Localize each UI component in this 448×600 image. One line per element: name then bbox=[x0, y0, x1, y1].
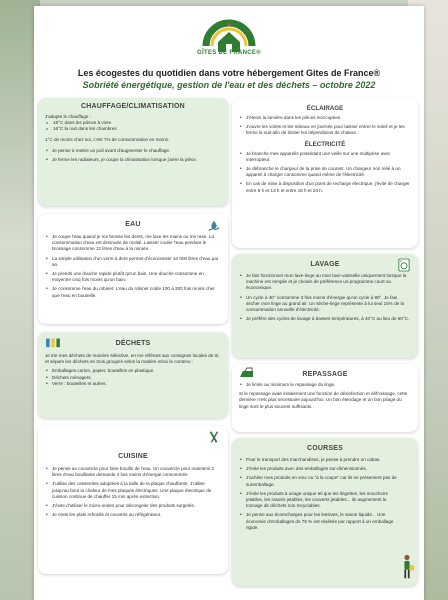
list-item: • Je pense à mettre un pull avant d'augmenter le chauffage. bbox=[45, 148, 221, 154]
bullet-list bbox=[45, 466, 221, 518]
list-item: • Je consomme l'eau du robinet. L'eau du robinet coûte 100 à 300 fois moins cher que l'eau en bouteille. bbox=[45, 286, 221, 298]
list-item: o 16°C la nuit dans les chambres bbox=[45, 126, 221, 132]
list-item: • Je pense au couvercle pour faire bouillir de l'eau. Un couvercle pour maintenir 2 litres d'eau bouillante demande 4 fois moins d'énergie consommée. bbox=[45, 466, 221, 478]
bullet-list bbox=[45, 368, 221, 387]
list-item: • Je préfère des cycles de lavage à basses températures, à 40°C au lieu de 60°C. bbox=[239, 316, 411, 322]
bullet-list bbox=[239, 457, 411, 531]
bins-icon bbox=[45, 336, 61, 348]
list-item: • Je débranche le chargeur de la prise de courant. Un chargeur non relié à un appareil à charger consomme quand même de l'électricité. bbox=[239, 166, 411, 178]
document-page bbox=[34, 6, 424, 600]
card-heading: CHAUFFAGE/CLIMATISATION bbox=[81, 103, 185, 110]
card-heading: EAU bbox=[125, 221, 141, 228]
iron-icon bbox=[239, 367, 255, 379]
sub-list bbox=[45, 120, 221, 132]
list-item: • J'achète mes produits en vrac ou "à la coupe" car ils ne présentent pas de suremballage. bbox=[239, 475, 397, 487]
list-item: • Je mets les plats refroidis et couverts au réfrigérateur. bbox=[45, 512, 221, 518]
list-item: • Un cycle à 40° consomme 3 fois moins d'énergie qu'un cycle à 90°. Je fais sécher mon linge au grand air. Un sèche-linge représente à lui seul 15% de la consommation annuelle d'électricité. bbox=[239, 295, 411, 314]
list-item: • J'évite les produits avec des emballages sur-dimensionnés. bbox=[239, 466, 397, 472]
card-courses bbox=[232, 438, 418, 586]
card-heading: LAVAGE bbox=[310, 261, 340, 268]
page-subtitle: Sobriété énergétique, gestion de l'eau et des déchets – octobre 2022 bbox=[82, 80, 376, 90]
card-eclairage-electricite bbox=[232, 98, 418, 248]
card-chauffage bbox=[38, 98, 228, 206]
card-text: Si le repassage avait initialement une fonction de désinfection et défroissage, cette dernière n'est plus nécessaire aujourd'hui. Un bon étendage et un bon pliage du linge sont le plus souvent suffisants. bbox=[239, 391, 408, 409]
card-heading: REPASSAGE bbox=[302, 371, 348, 378]
list-item: • Je pense aux écorecharges pour les lessives, le savon liquide... Une économie d'emballages de 75 % est réalisée par rapport à un emballage rigide. bbox=[239, 512, 397, 531]
card-text: Je trie mes déchets de manière sélective, en me référant aux consignes locales de tri, et sépare les déchets en trois groupes selon la matière et/ou le contenu : bbox=[45, 353, 220, 365]
card-heading: CUISINE bbox=[118, 453, 148, 460]
gites-de-france-logo bbox=[200, 12, 258, 70]
page-title: Les écogestes du quotidien dans votre hébergement Gites de France® bbox=[77, 68, 381, 78]
card-text: J'adapte le chauffage : bbox=[45, 114, 92, 119]
list-item: • Je coupe l'eau quand je me brosse les dents, me lave les mains ou me rase. La consommation d'eau est diminuée de moitié. Laisser couler l'eau pendant le brossage consomme 12 litres d'eau à la minute. bbox=[45, 234, 221, 253]
washing-machine-icon bbox=[398, 258, 410, 272]
list-item: • Je ferme les radiateurs, je coupe la climatisation lorsque j'aère la pièce. bbox=[45, 157, 221, 163]
list-item: • J'évite d'utiliser le micro-ondes pour décongeler des produits surgelés. bbox=[45, 503, 221, 509]
list-item: • En cas de mise à disposition d'un point de recharge électrique, j'évite de charger entre 8 h et 13 h et entre 18 h et 20 h. bbox=[239, 181, 411, 193]
bullet-list bbox=[45, 148, 221, 163]
list-item: • Pour le transport des marchandises, je pense à prendre un cabas. bbox=[239, 457, 397, 463]
list-item: • J'évite les produits à usage unique tel que les lingettes, les mouchoirs jetables, les rasoirs jetables, les couverts jetables... ils augmentent le tonnage de déchets non recyclables. bbox=[239, 491, 397, 510]
list-item: • Je prends une douche rapide plutôt qu'un bain. Une douche consomme en moyenne cinq fois moins qu'un bain. bbox=[45, 271, 221, 283]
shopping-person-icon bbox=[400, 554, 414, 580]
card-heading: DÉCHETS bbox=[115, 340, 151, 347]
logo-text: GÎTES DE FRANCE® bbox=[197, 50, 261, 56]
card-eau bbox=[38, 214, 228, 324]
card-dechets bbox=[38, 332, 228, 418]
card-lavage bbox=[232, 254, 418, 358]
card-heading-eclairage: ÉCLAIRAGE bbox=[306, 105, 344, 112]
card-heading: COURSES bbox=[306, 445, 344, 452]
card-text: 1°C de moins chez soi, c'est 7% de consommation en moins. bbox=[45, 136, 170, 142]
bullet-list bbox=[45, 234, 221, 299]
card-repassage bbox=[232, 364, 418, 432]
list-item: • Verre : bouteilles et autres. bbox=[45, 381, 221, 387]
bullet-list bbox=[239, 273, 411, 322]
list-item: • J'ouvre les volets et les rideaux en journée pour laisser entrer le soleil et je les ferme la nuit afin de limiter les déperditions de chaleur. bbox=[239, 124, 411, 136]
list-item: • J'éteins la lumière dans les pièces inoccupées. bbox=[239, 115, 411, 121]
water-hand-icon bbox=[207, 219, 221, 233]
card-cuisine bbox=[38, 426, 228, 574]
list-item: • Je branche mes appareils possédant une veille sur une multiprise avec interrupteur. bbox=[239, 151, 411, 163]
list-item: • Emballages carton, papier, bouteilles en plastique. bbox=[45, 368, 221, 374]
bullet-list bbox=[239, 151, 411, 194]
list-item: • J'utilise des casseroles adaptées à la taille de la plaque chauffante. J'utilise jusqu'au bout la chaleur de mes plaques électriques. Une plaque électrique de cuisson continue de chauffer 15 min après extinction. bbox=[45, 481, 221, 500]
list-item: • Déchets ménagers. bbox=[45, 375, 221, 381]
kitchen-utensils-icon bbox=[207, 430, 221, 444]
list-item: • Je limite au minimum le repassage du linge. bbox=[239, 382, 411, 388]
bullet-list bbox=[239, 115, 411, 137]
bullet-list bbox=[239, 382, 411, 388]
card-heading-electricite: ÉLECTRICITÉ bbox=[304, 140, 346, 148]
list-item: • Je fais fonctionner mon lave-linge ou mon lave-vaisselle uniquement lorsque la machine est remplie et je choisis de préférence un programme court ou économique. bbox=[239, 273, 411, 292]
list-item: o 19°C dans les pièces à vivre bbox=[45, 120, 221, 126]
list-item: • La simple utilisation d'un verre à dent permet d'économiser 10 000 litres d'eau par an. bbox=[45, 256, 221, 268]
